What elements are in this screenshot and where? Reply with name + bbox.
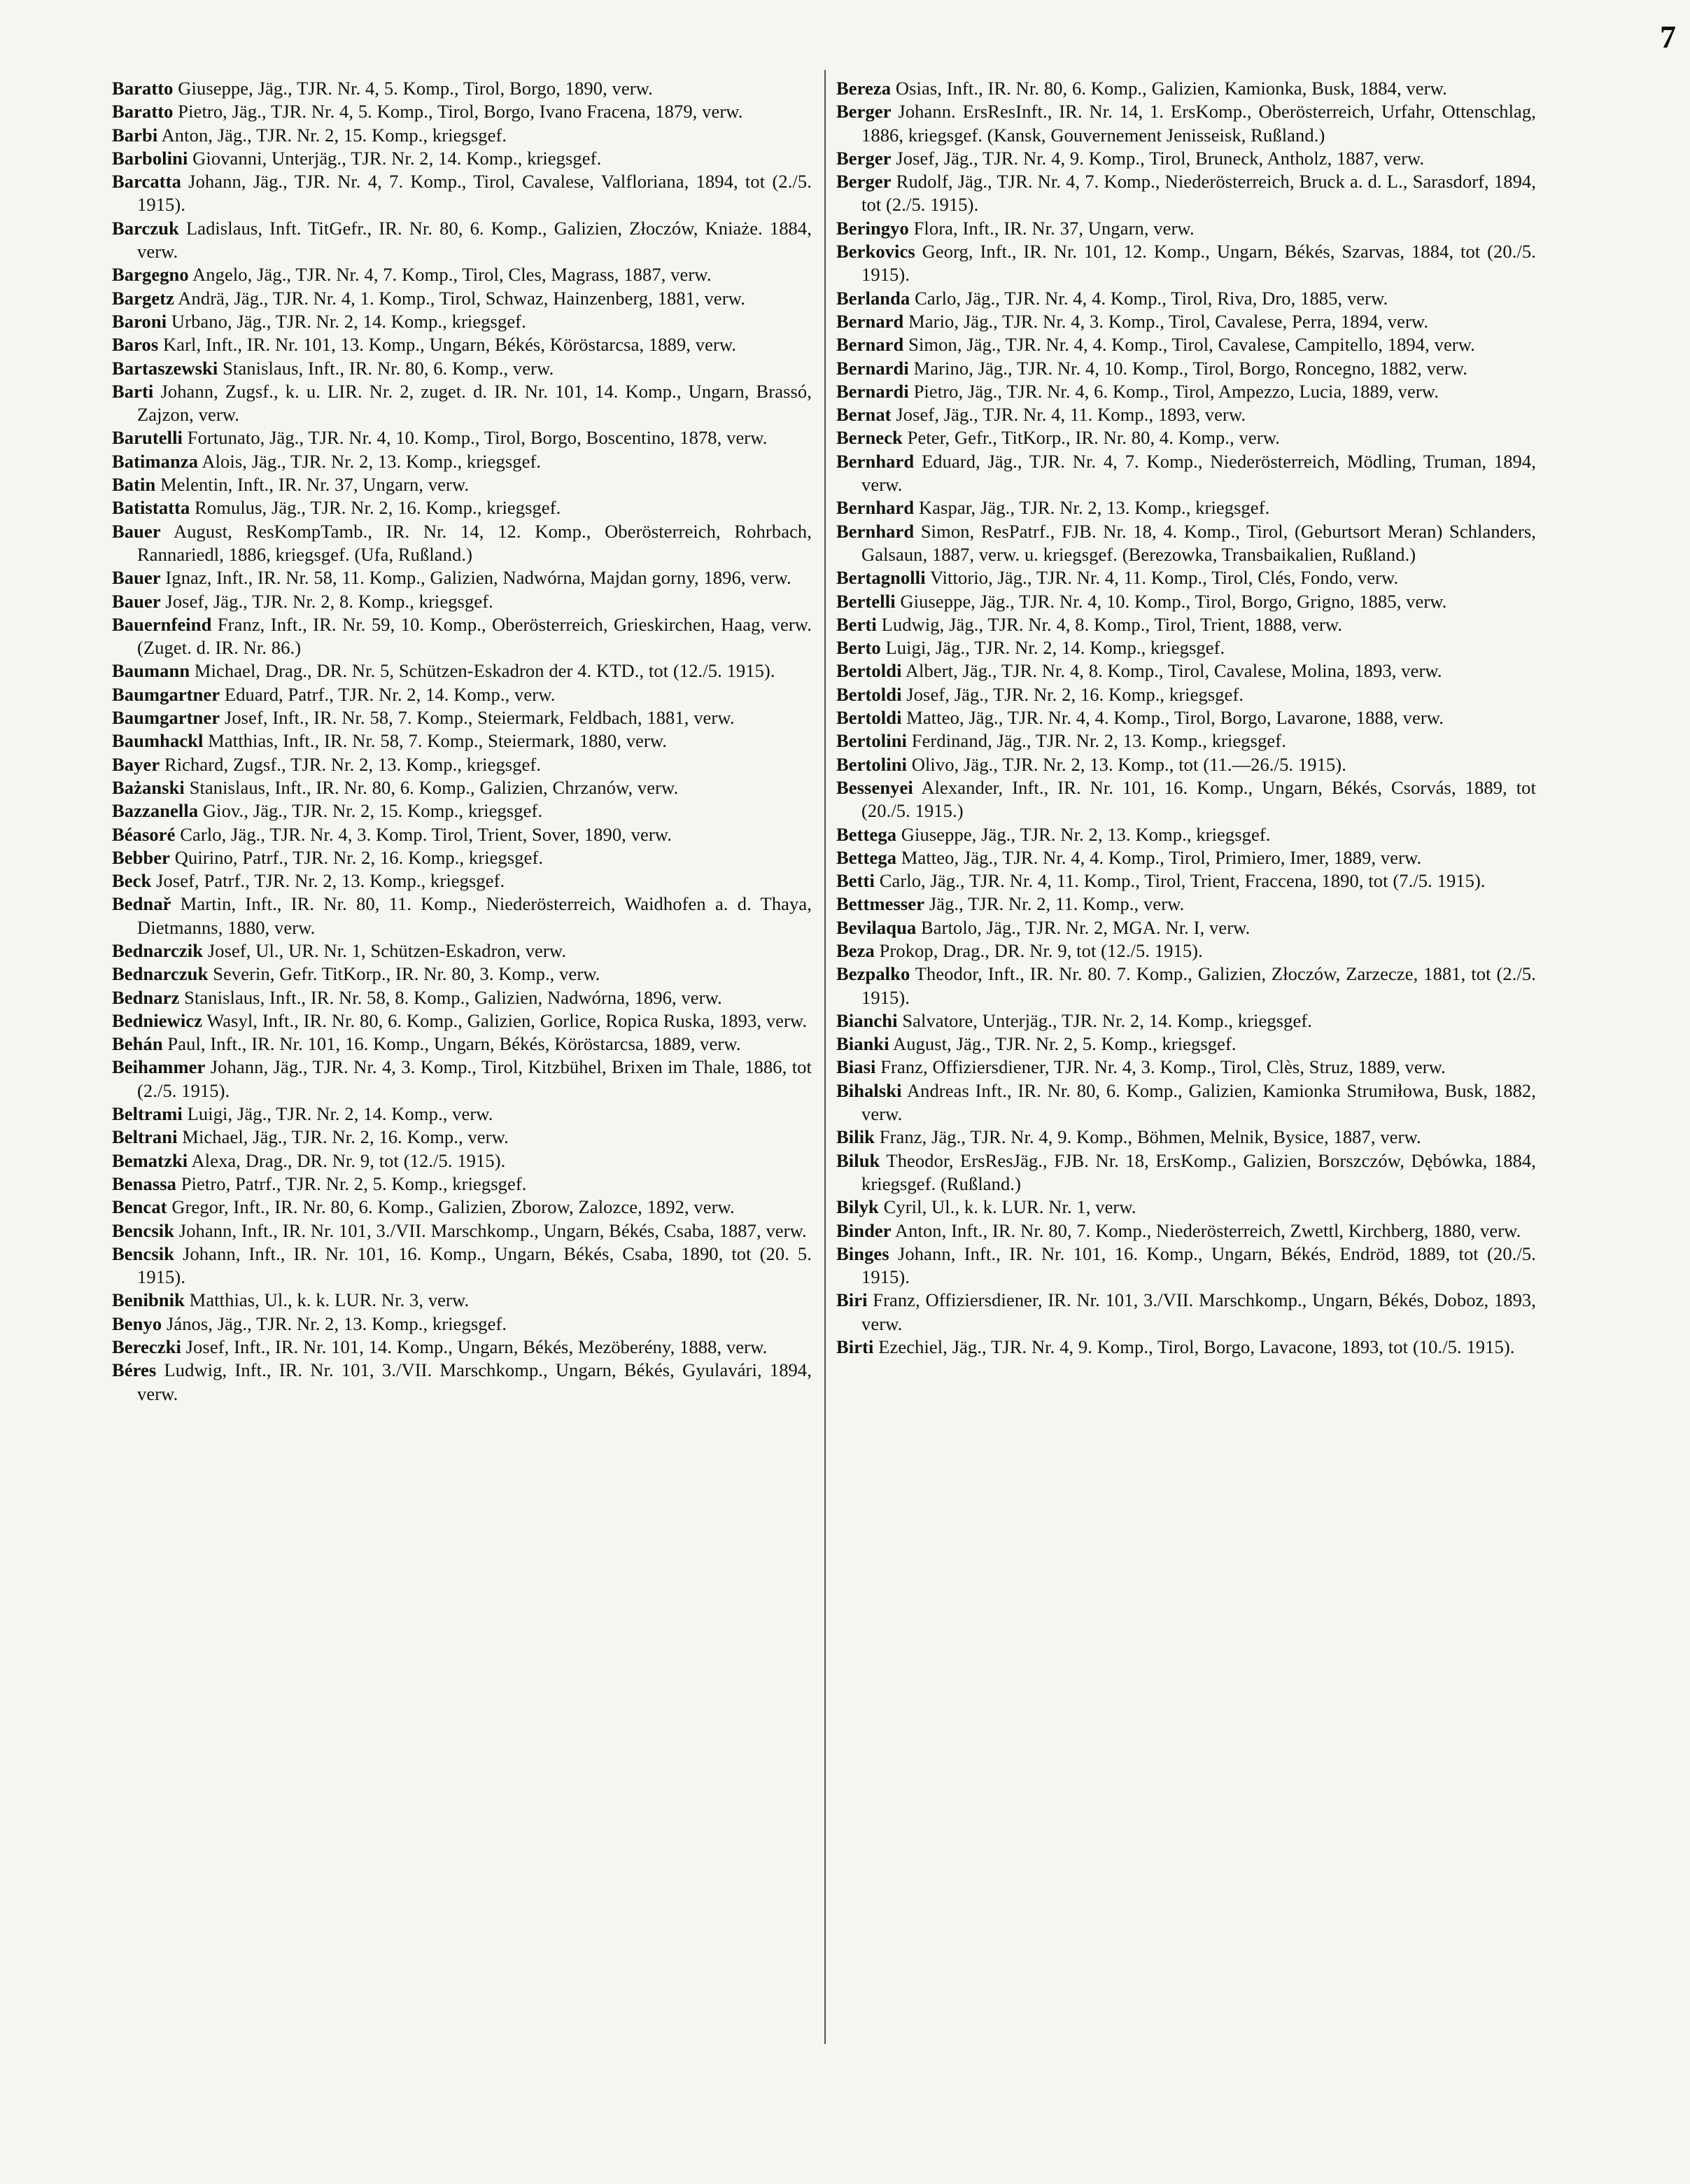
entry-details: Matteo, Jäg., TJR. Nr. 4, 4. Komp., Tirol, Primiero, Imer, 1889, verw. — [901, 846, 1422, 868]
entry-surname: Bertoldi — [836, 707, 902, 729]
entry-details: János, Jäg., TJR. Nr. 2, 13. Komp., kriegsgef. — [166, 1312, 507, 1334]
entry-surname: Bargetz — [112, 287, 174, 309]
entry-details: August, Jäg., TJR. Nr. 2, 5. Komp., kriegsgef. — [893, 1033, 1237, 1055]
left-column — [112, 77, 812, 1406]
entry-surname: Bettega — [836, 846, 897, 868]
entry-details: Franz, Jäg., TJR. Nr. 4, 9. Komp., Böhmen, Melnik, Bysice, 1887, verw. — [879, 1126, 1421, 1148]
entry-surname: Bertolini — [836, 730, 907, 752]
entry-details: Olivo, Jäg., TJR. Nr. 2, 13. Komp., tot (11.—26./5. 1915). — [911, 753, 1346, 775]
entry-surname: Bernard — [836, 334, 904, 356]
entry-surname: Bernhard — [836, 520, 915, 542]
entry-surname: Beihammer — [112, 1056, 206, 1078]
entry-details: Angelo, Jäg., TJR. Nr. 4, 7. Komp., Tirol, Cles, Magrass, 1887, verw. — [192, 264, 712, 286]
register-entry — [112, 380, 812, 427]
register-entry — [836, 100, 1536, 147]
entry-surname: Bayer — [112, 753, 160, 775]
entry-details: Johann, Inft., IR. Nr. 101, 16. Komp., Ungarn, Békés, Endröd, 1889, tot (20./5. 1915). — [861, 1242, 1536, 1288]
entry-surname: Bernhard — [836, 450, 915, 472]
register-entry — [836, 426, 1536, 449]
entry-surname: Beltrani — [112, 1126, 178, 1148]
register-entry — [112, 683, 812, 706]
register-entry — [112, 147, 812, 170]
register-entry — [112, 357, 812, 380]
register-entry — [112, 473, 812, 496]
register-entry — [112, 892, 812, 939]
register-entry — [112, 613, 812, 660]
register-entry — [836, 683, 1536, 706]
entry-details: Michael, Drag., DR. Nr. 5, Schützen-Eskadron der 4. KTD., tot (12./5. 1915). — [194, 660, 775, 682]
entry-details: Michael, Jäg., TJR. Nr. 2, 16. Komp., verw. — [182, 1126, 509, 1148]
register-entry — [112, 939, 812, 962]
entry-surname: Bilyk — [836, 1196, 879, 1218]
register-entry — [836, 1336, 1536, 1359]
entry-details: Cyril, Ul., k. k. LUR. Nr. 1, verw. — [883, 1196, 1136, 1218]
entry-details: Albert, Jäg., TJR. Nr. 4, 8. Komp., Tirol, Cavalese, Molina, 1893, verw. — [905, 660, 1442, 682]
register-entry — [836, 892, 1536, 916]
entry-surname: Benassa — [112, 1172, 177, 1194]
entry-surname: Bednarz — [112, 986, 180, 1008]
entry-surname: Barbolini — [112, 147, 188, 169]
entry-surname: Bettega — [836, 823, 897, 845]
entry-details: Johann, Jäg., TJR. Nr. 4, 7. Komp., Tirol, Cavalese, Valfloriana, 1894, tot (2./5. 1915). — [137, 171, 812, 216]
register-entry — [112, 1032, 812, 1056]
entry-details: Josef, Patrf., TJR. Nr. 2, 13. Komp., kriegsgef. — [156, 870, 505, 892]
entry-surname: Benyo — [112, 1312, 162, 1334]
register-entry — [112, 1149, 812, 1172]
register-entry — [836, 496, 1536, 519]
entry-details: Ferdinand, Jäg., TJR. Nr. 2, 13. Komp., kriegsgef. — [911, 730, 1286, 752]
entry-surname: Berto — [836, 637, 881, 659]
entry-surname: Behán — [112, 1033, 163, 1055]
register-entry — [112, 426, 812, 449]
entry-details: Melentin, Inft., IR. Nr. 37, Ungarn, verw. — [160, 474, 470, 496]
register-entry — [836, 147, 1536, 170]
entry-details: Giuseppe, Jäg., TJR. Nr. 4, 5. Komp., Tirol, Borgo, 1890, verw. — [178, 78, 653, 99]
entry-surname: Baumhackl — [112, 730, 204, 752]
register-entry — [836, 1032, 1536, 1056]
entry-details: Richard, Zugsf., TJR. Nr. 2, 13. Komp., kriegsgef. — [164, 753, 542, 775]
entry-surname: Biluk — [836, 1149, 880, 1171]
entry-surname: Biri — [836, 1289, 868, 1311]
register-entry — [112, 1056, 812, 1102]
entry-details: Urbano, Jäg., TJR. Nr. 2, 14. Komp., kriegsgef. — [171, 310, 526, 332]
entry-surname: Bertoldi — [836, 683, 902, 705]
register-entry — [836, 1219, 1536, 1242]
entry-details: Matthias, Inft., IR. Nr. 58, 7. Komp., Steiermark, 1880, verw. — [208, 730, 668, 752]
entry-details: Ezechiel, Jäg., TJR. Nr. 4, 9. Komp., Tirol, Borgo, Lavacone, 1893, tot (10./5. 1915). — [878, 1336, 1515, 1358]
entry-details: Ludwig, Jäg., TJR. Nr. 4, 8. Komp., Tirol, Trient, 1888, verw. — [881, 613, 1343, 635]
entry-details: Martin, Inft., IR. Nr. 80, 11. Komp., Niederösterreich, Waidhofen a. d. Thaya, Dietmanns, 1880, verw. — [137, 893, 812, 938]
entry-details: Rudolf, Jäg., TJR. Nr. 4, 7. Komp., Niederösterreich, Bruck a. d. L., Sarasdorf, 1894, tot (2./5. 1915). — [861, 171, 1536, 216]
entry-surname: Bauer — [112, 567, 161, 589]
entry-surname: Barczuk — [112, 217, 179, 239]
register-entry — [836, 333, 1536, 356]
entry-surname: Bematzki — [112, 1149, 188, 1171]
entry-details: Alexa, Drag., DR. Nr. 9, tot (12./5. 1915). — [191, 1149, 506, 1171]
register-entry — [836, 1126, 1536, 1149]
entry-surname: Bereczki — [112, 1336, 181, 1358]
entry-surname: Birti — [836, 1336, 874, 1358]
entry-surname: Batistatta — [112, 497, 190, 519]
entry-details: Marino, Jäg., TJR. Nr. 4, 10. Komp., Tirol, Borgo, Roncegno, 1882, verw. — [913, 357, 1468, 379]
register-entry — [112, 566, 812, 589]
entry-surname: Betti — [836, 870, 875, 892]
register-entry — [836, 450, 1536, 497]
register-entry — [112, 496, 812, 519]
entry-details: Kaspar, Jäg., TJR. Nr. 2, 13. Komp., kriegsgef. — [918, 497, 1270, 519]
entry-surname: Baratto — [112, 78, 174, 99]
entry-details: Simon, Jäg., TJR. Nr. 4, 4. Komp., Tirol, Cavalese, Campitello, 1894, verw. — [908, 334, 1475, 356]
register-entry — [112, 1289, 812, 1312]
entry-surname: Baumgartner — [112, 707, 220, 729]
register-entry — [836, 357, 1536, 380]
entry-surname: Bednař — [112, 893, 171, 915]
entry-details: Josef, Ul., UR. Nr. 1, Schützen-Eskadron, verw. — [207, 939, 567, 961]
register-entry — [836, 962, 1536, 1009]
entry-surname: Batin — [112, 474, 156, 496]
register-entry — [836, 566, 1536, 589]
entry-details: Ludwig, Inft., IR. Nr. 101, 3./VII. Marschkomp., Ungarn, Békés, Gyulavári, 1894, verw. — [137, 1359, 812, 1404]
entry-details: Matthias, Ul., k. k. LUR. Nr. 3, verw. — [189, 1289, 470, 1311]
register-entry — [112, 1009, 812, 1032]
register-entry — [836, 1056, 1536, 1079]
entry-surname: Barti — [112, 380, 154, 402]
entry-details: Simon, ResPatrf., FJB. Nr. 18, 4. Komp., Tirol, (Geburtsort Meran) Schlanders, Galsaun, 1887, verw. u. kriegsgef. (Berezowka, Transbaikalien, Rußland.) — [861, 520, 1537, 565]
entry-surname: Bernhard — [836, 497, 915, 519]
register-entry — [112, 962, 812, 986]
entry-details: Prokop, Drag., DR. Nr. 9, tot (12./5. 1915). — [879, 939, 1203, 961]
entry-surname: Bertoldi — [836, 660, 902, 682]
entry-surname: Beck — [112, 870, 152, 892]
entry-details: Giuseppe, Jäg., TJR. Nr. 2, 13. Komp., kriegsgef. — [901, 823, 1271, 845]
entry-surname: Bianchi — [836, 1009, 898, 1031]
register-entry — [836, 287, 1536, 310]
register-entry — [836, 753, 1536, 776]
entry-details: Johann, Inft., IR. Nr. 101, 3./VII. Marschkomp., Ungarn, Békés, Csaba, 1887, verw. — [178, 1219, 807, 1241]
entry-details: Ignaz, Inft., IR. Nr. 58, 11. Komp., Galizien, Nadwórna, Majdan gorny, 1896, verw. — [165, 567, 791, 589]
entry-details: Josef, Jäg., TJR. Nr. 4, 11. Komp., 1893, verw. — [896, 404, 1246, 426]
register-entry — [112, 217, 812, 264]
entry-details: Gregor, Inft., IR. Nr. 80, 6. Komp., Galizien, Zborow, Zalozce, 1892, verw. — [171, 1196, 735, 1218]
entry-surname: Bezpalko — [836, 963, 910, 985]
register-entry — [112, 77, 812, 100]
entry-surname: Barutelli — [112, 427, 183, 449]
entry-details: Giuseppe, Jäg., TJR. Nr. 4, 10. Komp., Tirol, Borgo, Grigno, 1885, verw. — [900, 590, 1447, 612]
register-entry — [112, 1359, 812, 1406]
entry-surname: Bertolini — [836, 753, 907, 775]
entry-surname: Binder — [836, 1219, 892, 1241]
entry-details: Karl, Inft., IR. Nr. 101, 13. Komp., Ungarn, Békés, Köröstarcsa, 1889, verw. — [163, 334, 737, 356]
entry-surname: Berlanda — [836, 287, 910, 309]
register-entry — [836, 939, 1536, 962]
register-entry — [112, 287, 812, 310]
register-entry — [836, 613, 1536, 636]
register-entry — [112, 659, 812, 682]
register-entry — [836, 170, 1536, 217]
entry-details: Vittorio, Jäg., TJR. Nr. 4, 11. Komp., Tirol, Clés, Fondo, verw. — [929, 567, 1399, 589]
entry-details: Luigi, Jäg., TJR. Nr. 2, 14. Komp., kriegsgef. — [885, 637, 1225, 659]
register-entry — [112, 520, 812, 567]
entry-details: Carlo, Jäg., TJR. Nr. 4, 11. Komp., Tirol, Trient, Fraccena, 1890, tot (7./5. 1915). — [879, 870, 1486, 892]
entry-surname: Berkovics — [836, 241, 915, 262]
register-entry — [836, 659, 1536, 682]
entry-surname: Berger — [836, 171, 892, 192]
entry-details: Johann, Inft., IR. Nr. 101, 16. Komp., Ungarn, Békés, Csaba, 1890, tot (20. 5. 1915). — [137, 1242, 812, 1288]
register-entry — [112, 590, 812, 613]
entry-details: Eduard, Patrf., TJR. Nr. 2, 14. Komp., verw. — [224, 683, 556, 705]
entry-surname: Bencat — [112, 1196, 167, 1218]
entry-surname: Bianki — [836, 1033, 889, 1055]
entry-surname: Baroni — [112, 310, 167, 332]
entry-details: Bartolo, Jäg., TJR. Nr. 2, MGA. Nr. I, verw. — [921, 916, 1251, 938]
register-entry — [112, 1242, 812, 1289]
entry-surname: Beringyo — [836, 217, 909, 239]
entry-details: Salvatore, Unterjäg., TJR. Nr. 2, 14. Komp., kriegsgef. — [902, 1009, 1313, 1031]
entry-details: Pietro, Patrf., TJR. Nr. 2, 5. Komp., kriegsgef. — [181, 1172, 527, 1194]
register-entry — [836, 310, 1536, 333]
entry-surname: Biasi — [836, 1056, 876, 1078]
entry-details: Osias, Inft., IR. Nr. 80, 6. Komp., Galizien, Kamionka, Busk, 1884, verw. — [895, 78, 1447, 99]
register-entry — [112, 1102, 812, 1126]
register-entry — [112, 1196, 812, 1219]
register-entry — [112, 986, 812, 1009]
entry-details: Carlo, Jäg., TJR. Nr. 4, 4. Komp., Tirol, Riva, Dro, 1885, verw. — [915, 287, 1388, 309]
entry-surname: Benibnik — [112, 1289, 185, 1311]
entry-details: Paul, Inft., IR. Nr. 101, 16. Komp., Ungarn, Békés, Köröstarcsa, 1889, verw. — [167, 1033, 741, 1055]
entry-surname: Baratto — [112, 101, 174, 122]
register-entry — [112, 170, 812, 217]
register-entry — [112, 310, 812, 333]
entry-details: Georg, Inft., IR. Nr. 101, 12. Komp., Ungarn, Békés, Szarvas, 1884, tot (20./5. 1915). — [861, 241, 1536, 286]
entry-details: Stanislaus, Inft., IR. Nr. 58, 8. Komp., Galizien, Nadwórna, 1896, verw. — [184, 986, 722, 1008]
register-entry — [112, 706, 812, 729]
register-entry — [112, 1312, 812, 1336]
entry-surname: Barbi — [112, 124, 158, 146]
entry-details: Mario, Jäg., TJR. Nr. 4, 3. Komp., Tirol, Cavalese, Perra, 1894, verw. — [908, 310, 1429, 332]
register-entry — [836, 1149, 1536, 1196]
entry-surname: Bernardi — [836, 357, 909, 379]
entry-details: Johann, Jäg., TJR. Nr. 4, 3. Komp., Tirol, Kitzbühel, Brixen im Thale, 1886, tot (2./5. 1915). — [137, 1056, 812, 1101]
entry-details: Josef, Jäg., TJR. Nr. 2, 16. Komp., kriegsgef. — [906, 683, 1244, 705]
entry-details: Matteo, Jäg., TJR. Nr. 4, 4. Komp., Tirol, Borgo, Lavarone, 1888, verw. — [906, 707, 1444, 729]
entry-details: Johann, Zugsf., k. u. LIR. Nr. 2, zuget. d. IR. Nr. 101, 14. Komp., Ungarn, Brassó, Zajzon, verw. — [137, 380, 812, 426]
entry-details: Franz, Offiziersdiener, TJR. Nr. 4, 3. Komp., Tirol, Clès, Struz, 1889, verw. — [880, 1056, 1446, 1078]
entry-surname: Béres — [112, 1359, 157, 1381]
entry-details: Giov., Jäg., TJR. Nr. 2, 15. Komp., kriegsgef. — [202, 800, 543, 822]
register-entry — [112, 823, 812, 846]
entry-details: Alexander, Inft., IR. Nr. 101, 16. Komp., Ungarn, Békés, Csorvás, 1889, tot (20./5. 1915.) — [861, 776, 1536, 822]
entry-surname: Baros — [112, 334, 159, 356]
register-entry — [836, 1289, 1536, 1336]
register-entry — [112, 333, 812, 356]
entry-surname: Berneck — [836, 427, 903, 449]
entry-surname: Bilik — [836, 1126, 875, 1148]
entry-details: Andrä, Jäg., TJR. Nr. 4, 1. Komp., Tirol, Schwaz, Hainzenberg, 1881, verw. — [178, 287, 745, 309]
entry-surname: Bernard — [836, 310, 904, 332]
entry-surname: Bihalski — [836, 1079, 902, 1101]
register-entry — [836, 1196, 1536, 1219]
register-entry — [836, 916, 1536, 939]
entry-surname: Barcatta — [112, 171, 181, 192]
entry-surname: Bencsik — [112, 1219, 175, 1241]
entry-surname: Bauer — [112, 520, 161, 542]
entry-surname: Baumgartner — [112, 683, 220, 705]
register-entry — [112, 100, 812, 123]
register-entry — [836, 520, 1536, 567]
entry-surname: Berti — [836, 613, 877, 635]
entry-surname: Bargegno — [112, 264, 189, 286]
register-entry — [836, 1009, 1536, 1032]
entry-surname: Bebber — [112, 846, 171, 868]
entry-details: Giovanni, Unterjäg., TJR. Nr. 2, 14. Komp., kriegsgef. — [192, 147, 602, 169]
entry-surname: Bednarczuk — [112, 963, 209, 985]
entry-details: Johann. ErsResInft., IR. Nr. 14, 1. ErsKomp., Oberösterreich, Urfahr, Ottenschlag, 1886, kriegsgef. (Kansk, Gouvernement Jenisseisk, Rußland.) — [861, 101, 1536, 146]
register-entry — [836, 217, 1536, 240]
entry-details: Josef, Inft., IR. Nr. 101, 14. Komp., Ungarn, Békés, Mezöberény, 1888, verw. — [185, 1336, 768, 1358]
entry-surname: Berger — [836, 147, 892, 169]
register-entry — [112, 263, 812, 286]
entry-details: Stanislaus, Inft., IR. Nr. 80, 6. Komp., verw. — [223, 357, 554, 379]
register-entry — [836, 240, 1536, 287]
register-entry — [112, 846, 812, 869]
entry-details: Franz, Inft., IR. Nr. 59, 10. Komp., Oberösterreich, Grieskirchen, Haag, verw. (Zuget. d. IR. Nr. 86.) — [137, 613, 812, 659]
entry-details: Pietro, Jäg., TJR. Nr. 4, 6. Komp., Tirol, Ampezzo, Lucia, 1889, verw. — [913, 380, 1439, 402]
entry-surname: Bernat — [836, 404, 892, 426]
register-entry — [112, 124, 812, 147]
entry-surname: Berger — [836, 101, 892, 122]
register-entry — [112, 729, 812, 752]
register-entry — [112, 1219, 812, 1242]
register-entry — [836, 403, 1536, 426]
entry-surname: Bednarczik — [112, 939, 204, 961]
entry-surname: Beltrami — [112, 1103, 183, 1125]
entry-surname: Bencsik — [112, 1242, 175, 1264]
register-entry — [112, 799, 812, 822]
entry-surname: Bazzanella — [112, 800, 199, 822]
register-entry — [836, 590, 1536, 613]
entry-surname: Baumann — [112, 660, 190, 682]
entry-details: August, ResKompTamb., IR. Nr. 14, 12. Komp., Oberösterreich, Rohrbach, Rannariedl, 1886, kriegsgef. (Ufa, Rußland.) — [137, 520, 812, 565]
entry-surname: Bertelli — [836, 590, 896, 612]
entry-surname: Batimanza — [112, 450, 199, 472]
register-entry — [836, 706, 1536, 729]
entry-surname: Béasoré — [112, 823, 176, 845]
entry-details: Luigi, Jäg., TJR. Nr. 2, 14. Komp., verw. — [187, 1103, 493, 1125]
register-entry — [836, 776, 1536, 823]
register-entry — [836, 636, 1536, 659]
entry-surname: Bertagnolli — [836, 567, 926, 589]
register-entry — [836, 77, 1536, 100]
column-divider — [824, 70, 826, 2044]
entry-details: Josef, Jäg., TJR. Nr. 2, 8. Komp., kriegsgef. — [165, 590, 493, 612]
register-entry — [112, 1126, 812, 1149]
entry-surname: Beza — [836, 939, 875, 961]
entry-details: Anton, Jäg., TJR. Nr. 2, 15. Komp., kriegsgef. — [161, 124, 507, 146]
entry-details: Pietro, Jäg., TJR. Nr. 4, 5. Komp., Tirol, Borgo, Ivano Fracena, 1879, verw. — [178, 101, 743, 122]
entry-details: Eduard, Jäg., TJR. Nr. 4, 7. Komp., Niederösterreich, Mödling, Truman, 1894, verw. — [861, 450, 1536, 496]
entry-details: Alois, Jäg., TJR. Nr. 2, 13. Komp., kriegsgef. — [202, 450, 542, 472]
register-entry — [112, 450, 812, 473]
entry-details: Theodor, Inft., IR. Nr. 80. 7. Komp., Galizien, Złoczów, Zarzecze, 1881, tot (2./5. 1915). — [861, 963, 1536, 1008]
entry-surname: Bażanski — [112, 776, 185, 798]
register-entry — [836, 823, 1536, 846]
entry-details: Romulus, Jäg., TJR. Nr. 2, 16. Komp., kriegsgef. — [195, 497, 561, 519]
entry-details: Carlo, Jäg., TJR. Nr. 4, 3. Komp. Tirol, Trient, Sover, 1890, verw. — [180, 823, 672, 845]
register-entry — [112, 869, 812, 892]
entry-surname: Bessenyei — [836, 776, 913, 798]
entry-details: Wasyl, Inft., IR. Nr. 80, 6. Komp., Galizien, Gorlice, Ropica Ruska, 1893, verw. — [206, 1009, 808, 1031]
entry-details: Ladislaus, Inft. TitGefr., IR. Nr. 80, 6. Komp., Galizien, Złoczów, Kniaże. 1884, verw. — [137, 217, 812, 262]
right-column — [836, 77, 1536, 1359]
entry-surname: Binges — [836, 1242, 889, 1264]
register-entry — [836, 846, 1536, 869]
entry-details: Franz, Offiziersdiener, IR. Nr. 101, 3./VII. Marschkomp., Ungarn, Békés, Doboz, 1893, verw. — [861, 1289, 1536, 1334]
entry-details: Fortunato, Jäg., TJR. Nr. 4, 10. Komp., Tirol, Borgo, Boscentino, 1878, verw. — [187, 427, 768, 449]
entry-surname: Bevilaqua — [836, 916, 917, 938]
register-entry — [112, 1336, 812, 1359]
entry-details: Peter, Gefr., TitKorp., IR. Nr. 80, 4. Komp., verw. — [907, 427, 1280, 449]
entry-surname: Bernardi — [836, 380, 909, 402]
entry-details: Josef, Inft., IR. Nr. 58, 7. Komp., Steiermark, Feldbach, 1881, verw. — [224, 707, 735, 729]
register-entry — [836, 869, 1536, 892]
entry-surname: Bettmesser — [836, 893, 925, 915]
register-entry — [112, 753, 812, 776]
entry-details: Flora, Inft., IR. Nr. 37, Ungarn, verw. — [913, 217, 1195, 239]
page-number: 7 — [1660, 19, 1676, 55]
entry-surname: Bauernfeind — [112, 613, 212, 635]
register-entry — [112, 776, 812, 799]
entry-details: Anton, Inft., IR. Nr. 80, 7. Komp., Niederösterreich, Zwettl, Kirchberg, 1880, verw. — [894, 1219, 1521, 1241]
entry-details: Theodor, ErsResJäg., FJB. Nr. 18, ErsKomp., Galizien, Borszczów, Dębówka, 1884, kriegsgef. (Rußland.) — [861, 1149, 1537, 1194]
entry-details: Stanislaus, Inft., IR. Nr. 80, 6. Komp., Galizien, Chrzanów, verw. — [189, 776, 679, 798]
register-entry — [836, 1242, 1536, 1289]
entry-surname: Bereza — [836, 78, 892, 99]
entry-details: Jäg., TJR. Nr. 2, 11. Komp., verw. — [929, 893, 1185, 915]
entry-surname: Bartaszewski — [112, 357, 218, 379]
entry-details: Andreas Inft., IR. Nr. 80, 6. Komp., Galizien, Kamionka Strumiłowa, Busk, 1882, verw. — [861, 1079, 1536, 1125]
entry-surname: Bauer — [112, 590, 161, 612]
entry-details: Severin, Gefr. TitKorp., IR. Nr. 80, 3. Komp., verw. — [213, 963, 600, 985]
register-entry — [112, 1172, 812, 1196]
entry-surname: Bedniewicz — [112, 1009, 203, 1031]
entry-details: Quirino, Patrf., TJR. Nr. 2, 16. Komp., kriegsgef. — [174, 846, 544, 868]
register-entry — [836, 1079, 1536, 1126]
entry-details: Josef, Jäg., TJR. Nr. 4, 9. Komp., Tirol, Bruneck, Antholz, 1887, verw. — [896, 147, 1425, 169]
register-entry — [836, 380, 1536, 403]
register-entry — [836, 729, 1536, 752]
